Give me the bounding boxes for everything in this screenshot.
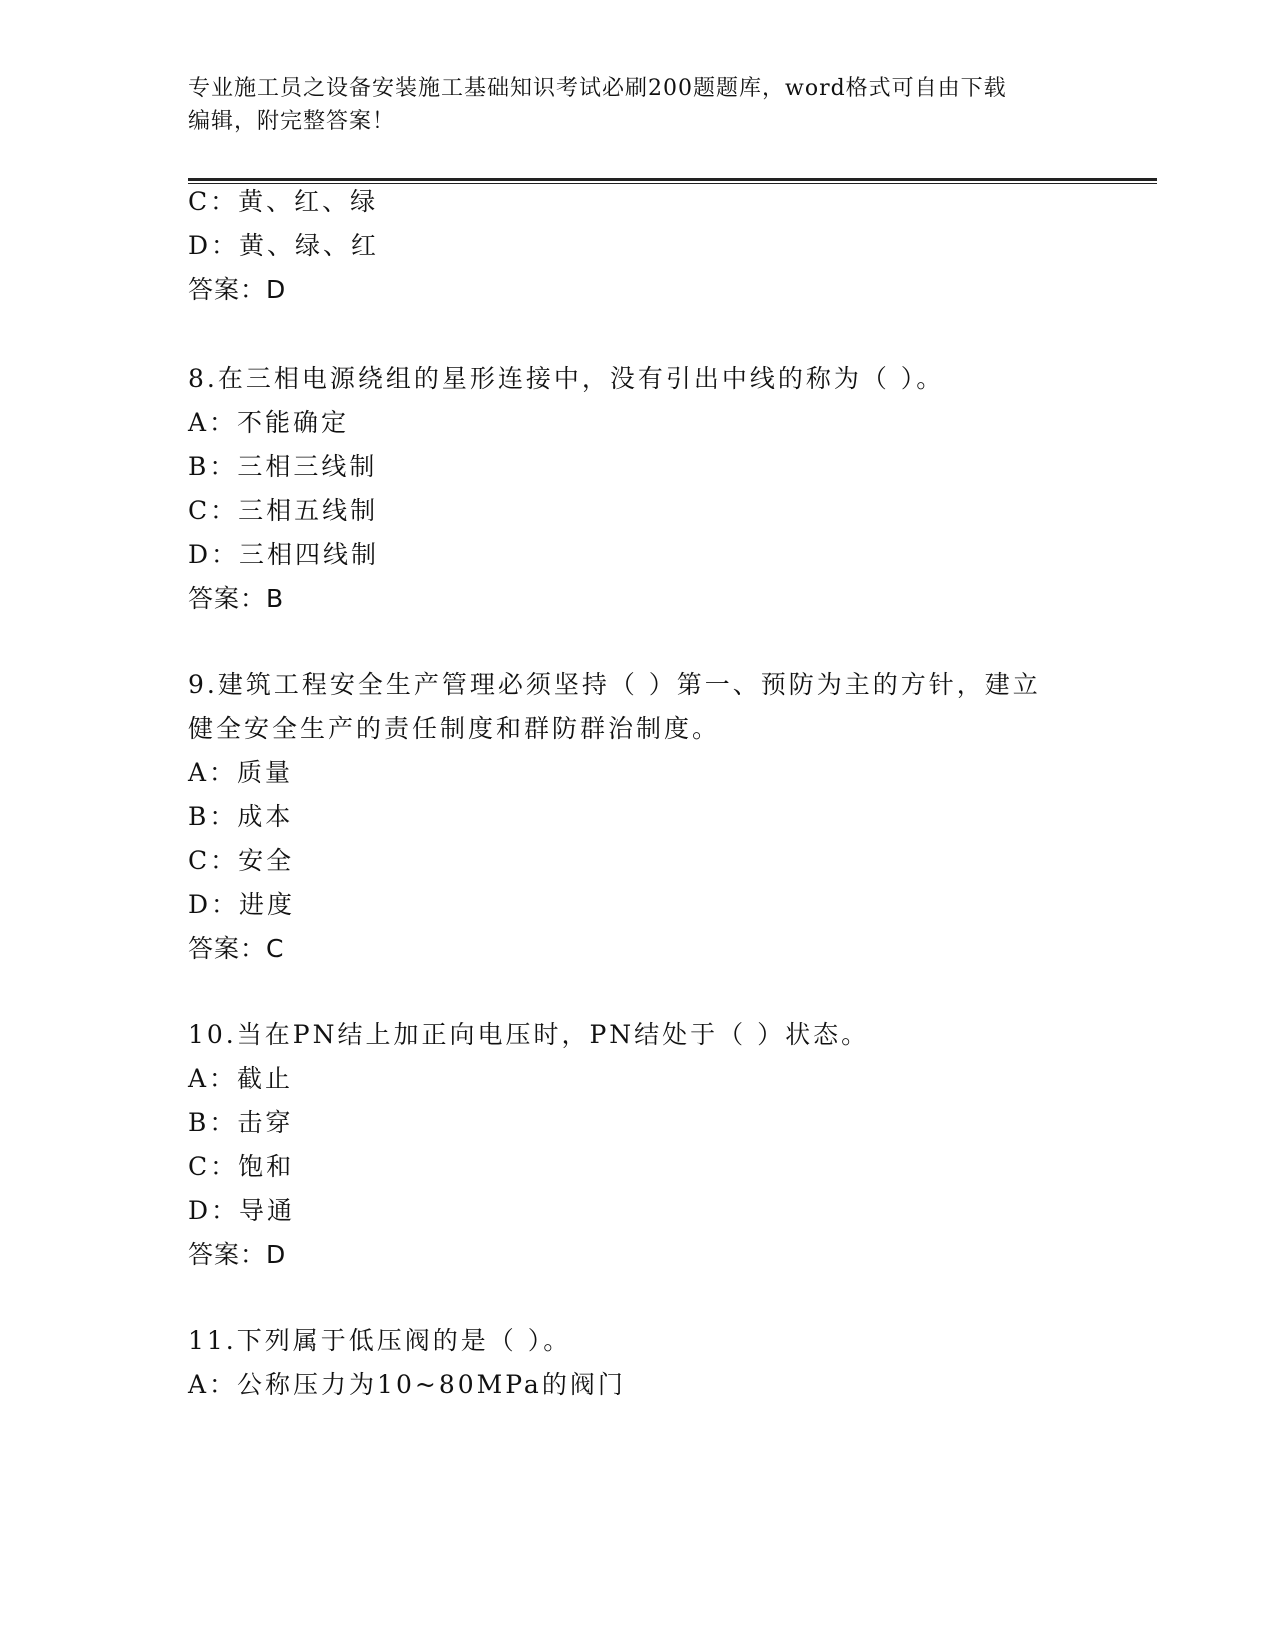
q8-option-b: B：三相三线制 — [188, 452, 378, 481]
header-divider-thick — [188, 178, 1157, 181]
q8-option-d: D：三相四线制 — [188, 540, 380, 569]
q8-option-c: C：三相五线制 — [188, 496, 379, 525]
q7-option-d: D：黄、绿、红 — [188, 231, 380, 260]
q10-option-d: D：导通 — [188, 1196, 296, 1225]
q11-option-a: A：公称压力为10~80MPa的阀门 — [188, 1370, 626, 1399]
q9-stem-line-1: 9.建筑工程安全生产管理必须坚持（ ）第一、预防为主的方针，建立 — [188, 670, 1041, 699]
q10-answer: 答案：D — [188, 1240, 287, 1269]
q10-option-b: B：击穿 — [188, 1108, 294, 1137]
q9-option-c: C：安全 — [188, 846, 295, 875]
q8-answer: 答案：B — [188, 584, 285, 613]
q10-option-a: A：截止 — [188, 1064, 294, 1093]
document-header — [188, 72, 1068, 138]
q9-answer: 答案：C — [188, 934, 285, 963]
q9-stem-line-2: 健全安全生产的责任制度和群防群治制度。 — [188, 714, 721, 743]
q9-option-a: A：质量 — [188, 758, 294, 787]
header-line-1: 专业施工员之设备安装施工基础知识考试必刷200题题库，word格式可自由下载 — [188, 76, 1007, 101]
q11-stem: 11.下列属于低压阀的是（ ）。 — [188, 1326, 572, 1355]
q7-option-c: C：黄、红、绿 — [188, 187, 379, 216]
q9-option-d: D：进度 — [188, 890, 296, 919]
q8-option-a: A：不能确定 — [188, 408, 350, 437]
q9-option-b: B：成本 — [188, 802, 294, 831]
q8-stem: 8.在三相电源绕组的星形连接中，没有引出中线的称为（ ）。 — [188, 364, 945, 393]
header-line-2: 编辑，附完整答案！ — [188, 109, 396, 134]
q7-answer: 答案：D — [188, 275, 287, 304]
q10-option-c: C：饱和 — [188, 1152, 295, 1181]
q10-stem: 10.当在PN结上加正向电压时，PN结处于（ ）状态。 — [188, 1020, 870, 1049]
